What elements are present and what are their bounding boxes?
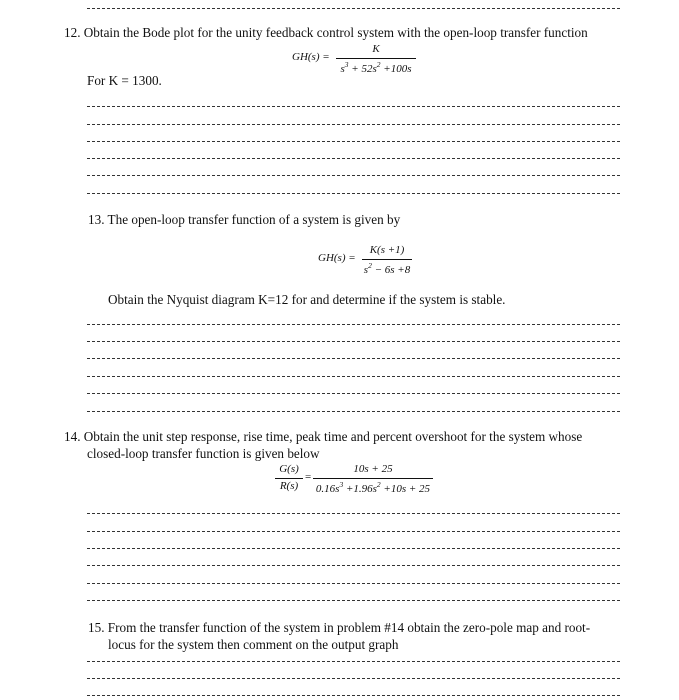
question-text: From the transfer function of the system in problem #14 obtain the zero-pole map and root- [107, 620, 591, 635]
question-text: Obtain the Bode plot for the unity feedback control system with the open-loop transfer function [83, 25, 588, 40]
equation-lhs: GH(s) = [292, 51, 330, 63]
equation-lhs: GH(s) = [318, 252, 356, 264]
answer-line [87, 106, 620, 107]
question-13 [88, 211, 400, 228]
answer-line [87, 565, 620, 566]
answer-line [87, 583, 620, 584]
answer-line [87, 8, 620, 9]
question-number: 12. [64, 25, 81, 40]
equation-denominator: $s^3 + 52s^2 +100s$ [340, 60, 412, 75]
answer-line [87, 341, 620, 342]
answer-line [87, 411, 620, 412]
fraction-bar [275, 478, 303, 479]
answer-line [87, 158, 620, 159]
equation-denominator: $0.16s^3 +1.96s^2 +10s + 25$ [315, 480, 431, 495]
question-15 [88, 619, 590, 636]
answer-line [87, 393, 620, 394]
equation-lhs-denominator: R(s) [279, 480, 299, 492]
question-12 [64, 24, 588, 41]
question-number: 14. [64, 429, 81, 444]
fraction-bar [313, 478, 433, 479]
answer-line [87, 376, 620, 377]
answer-line [87, 548, 620, 549]
answer-line [87, 513, 620, 514]
question-number: 15. [88, 620, 105, 635]
fraction-bar [336, 58, 416, 59]
question-text: Obtain the unit step response, rise time, peak time and percent overshoot for the system whose [83, 429, 583, 444]
equals-sign: = [305, 471, 312, 483]
question-text-continued: locus for the system then comment on the output graph [108, 637, 399, 652]
equation-numerator: K [372, 43, 380, 55]
answer-line [87, 695, 620, 696]
answer-line [87, 193, 620, 194]
question-number: 13. [88, 212, 105, 227]
answer-line [87, 600, 620, 601]
answer-line [87, 678, 620, 679]
fraction-bar [362, 259, 412, 260]
answer-line [87, 124, 620, 125]
question-text-continued: closed-loop transfer function is given below [87, 446, 320, 461]
answer-line [87, 175, 620, 176]
answer-line [87, 661, 620, 662]
answer-line [87, 324, 620, 325]
question-14 [64, 428, 582, 445]
answer-line [87, 141, 620, 142]
question-text: The open-loop transfer function of a system is given by [107, 212, 401, 227]
answer-line [87, 358, 620, 359]
equation-numerator: K(s +1) [369, 244, 405, 256]
equation-lhs-numerator: G(s) [279, 463, 299, 475]
question-instruction: Obtain the Nyquist diagram K=12 for and determine if the system is stable. [108, 292, 506, 307]
equation-numerator: 10s + 25 [353, 463, 393, 475]
given-value: For K = 1300. [87, 73, 162, 88]
equation-denominator: $s^2 - 6s +8$ [363, 261, 411, 276]
answer-line [87, 531, 620, 532]
